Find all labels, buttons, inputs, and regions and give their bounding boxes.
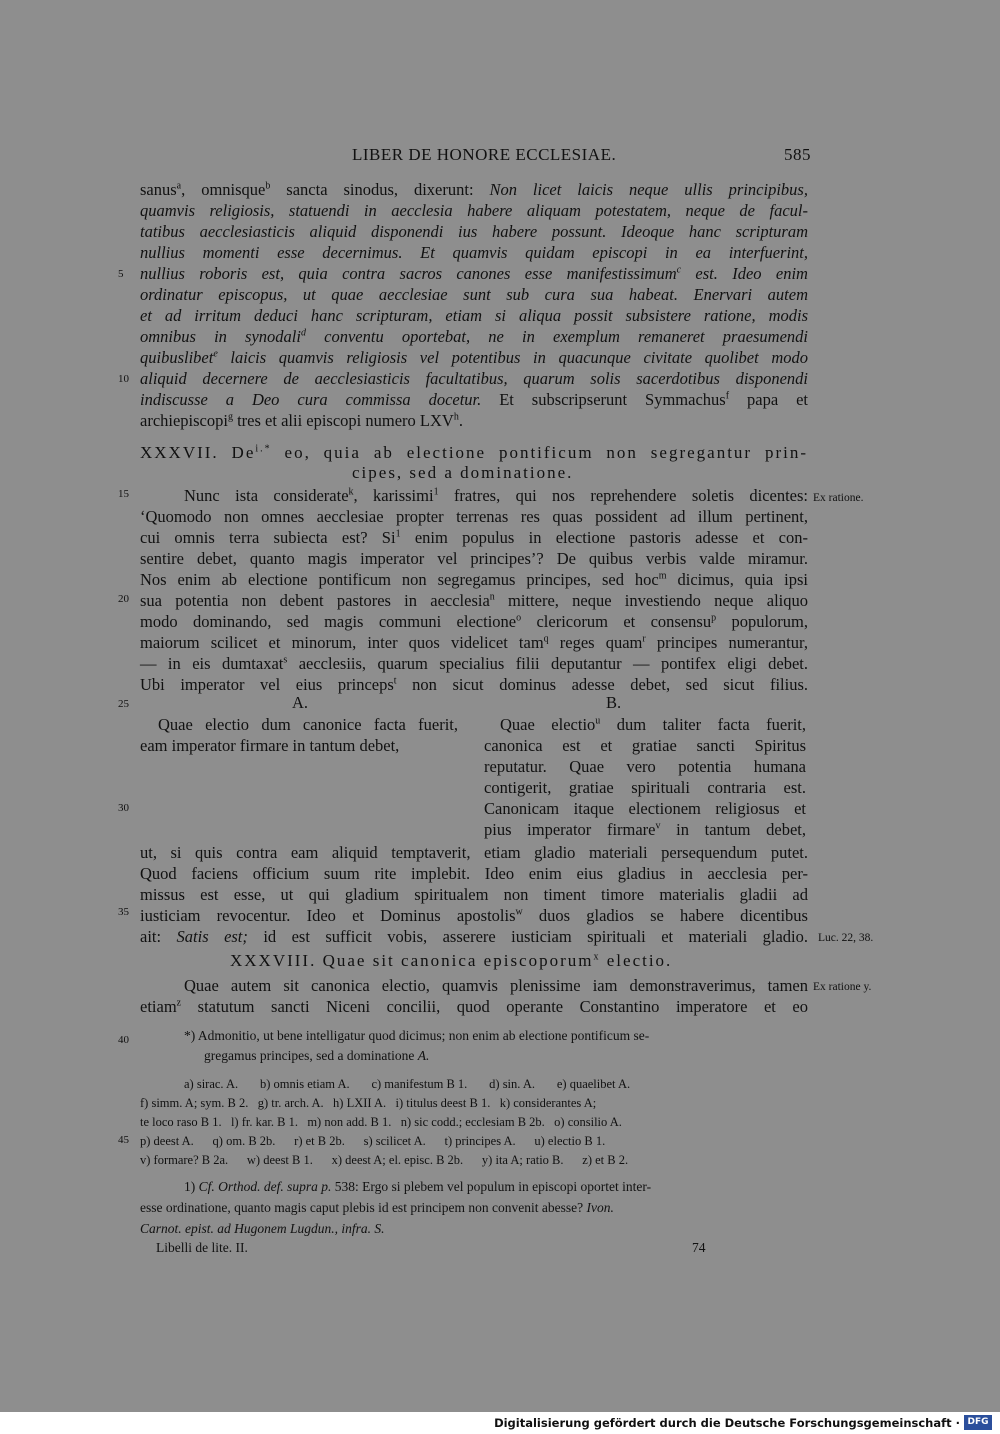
text-line: ait: Satis est; id est sufficit vobis, asserere iusticiam spirituali et materiali gladio.: [140, 927, 808, 946]
text-line: sua potentia non debent pastores in aecclesia$^n$ mittere, neque investiendo neque aliquo: [140, 591, 808, 610]
text-line: ut, si quis contra eam aliquid temptaverit, etiam gladio materiali persequendum putet.: [140, 843, 808, 862]
signature-left: Libelli de lite. II.: [156, 1240, 248, 1255]
text-line: et ad irritum deduci hanc scripturam, etiam si aliqua possit subsistere ratione, modis: [140, 306, 808, 325]
margin-note: Ex ratione.: [813, 492, 864, 504]
text-line: Nos enim ab electione pontificum non segregamus principes, sed hoc$^m$ dicimus, quia ipsi: [140, 570, 809, 589]
text-line: maiorum scilicet et minorum, inter quos videlicet tam$^q$ reges quam$^r$ principes numerantur,: [140, 633, 808, 652]
column-b-line: canonica est et gratiae sancti Spiritus: [484, 736, 806, 755]
text-line: cui omnis terra subiecta est? Si$^1$ enim populus in electione pastoris adesse et con-: [140, 528, 808, 547]
text-line: tatibus aecclesiasticis aliquid disponendi ius habere possunt. Ideoque hanc scripturam: [140, 222, 808, 241]
line-number: 45: [118, 1134, 129, 1146]
line-number: 15: [118, 488, 129, 500]
column-b-heading: B.: [606, 693, 622, 712]
text-line: missus est esse, ut qui gladium spiritualem non timent timore materialis gladii ad: [140, 885, 808, 904]
text-line: Quae autem sit canonica electio, quamvis plenissime iam demonstraverimus, tamen: [184, 976, 808, 995]
dfg-logo-icon: DFG: [964, 1415, 992, 1430]
margin-note: Ex ratione y.: [813, 981, 872, 993]
text-line: ordinatur episcopus, ut quae aecclesiae sunt sub cura sua habeat. Enervari autem: [140, 285, 808, 304]
column-b-line: Quae electio$^u$ dum taliter facta fuerit,: [500, 715, 807, 734]
text-line: nullius momenti esse decernimus. Et quamvis quidam episcopi in ea interfuerint,: [140, 243, 808, 262]
line-number: 20: [118, 593, 129, 605]
apparatus-line: v) formare? B 2a. w) deest B 1. x) deest A; el. episc. B 2b. y) ita A; ratio B. z) et B 2.: [140, 1153, 629, 1167]
apparatus-line: f) simm. A; sym. B 2. g) tr. arch. A. h) LXII A. i) titulus deest B 1. k) considerantes A;: [140, 1096, 597, 1110]
line-number: 40: [118, 1034, 129, 1046]
chapter-heading: XXXVIII. Quae sit canonica episcoporum$^x$ electio.: [230, 951, 673, 970]
footnote-line: 1) Cf. Orthod. def. supra p. 538: Ergo si plebem vel populum in episcopi oportet inter-: [184, 1179, 652, 1194]
line-number: 5: [118, 268, 124, 280]
column-b-line: Canonicam itaque electionem religiosus et: [484, 799, 806, 818]
page-number: 585: [784, 145, 811, 164]
text-line: indiscusse a Deo cura commissa docetur. Et subscripserunt Symmachus$^f$ papa et: [140, 390, 808, 409]
running-head: LIBER DE HONORE ECCLESIAE.: [352, 145, 617, 164]
text-line: — in eis dumtaxat$^s$ aecclesiis, quarum specialius filii deputantur — pontifex eligi debet.: [140, 654, 808, 673]
line-number: 35: [118, 906, 129, 918]
column-a-line: eam imperator firmare in tantum debet,: [140, 736, 400, 755]
apparatus-line: te loco raso B 1. l) fr. kar. B 1. m) non add. B 1. n) sic codd.; ecclesiam B 2b. o) consilio A.: [140, 1115, 622, 1129]
text-line: sanus$^a$, omnisque$^b$ sancta sinodus, dixerunt: Non licet laicis neque ullis principibus,: [140, 180, 808, 199]
line-number: 30: [118, 802, 129, 814]
footnote-line: Carnot. epist. ad Hugonem Lugdun., infra. S.: [140, 1221, 385, 1236]
column-a-heading: A.: [292, 693, 309, 712]
text-line: ‘Quomodo non omnes aecclesiae propter terrenas res quas possident ad illum pertinent,: [140, 507, 808, 526]
signature-number: 74: [692, 1240, 706, 1255]
column-b-line: pius imperator firmare$^v$ in tantum debet,: [484, 820, 806, 839]
text-line: sentire debet, quanto magis imperator vel principes’? De quibus verbis valde miramur.: [140, 549, 808, 568]
column-a-line: Quae electio dum canonice facta fuerit,: [158, 715, 458, 734]
text-line: iusticiam revocentur. Ideo et Dominus apostolis$^w$ duos gladios se habere dicentibus: [140, 906, 808, 925]
column-b-line: reputatur. Quae vero potentia humana: [484, 757, 806, 776]
text-line: omnibus in synodali$^d$ conventu oportebat, ne in exemplum remaneret praesumendi: [140, 327, 809, 346]
apparatus-line: p) deest A. q) om. B 2b. r) et B 2b. s) scilicet A. t) principes A. u) electio B 1.: [140, 1134, 606, 1148]
margin-note: Luc. 22, 38.: [818, 932, 874, 944]
footnote-line: gregamus principes, sed a dominatione A.: [204, 1048, 430, 1063]
text-line: quamvis religiosis, statuendi in aecclesia habere aliquam potestatem, neque de facul-: [140, 201, 808, 220]
text-line: aliquid decernere de aecclesiasticis facultatibus, quarum solis sacerdotibus disponendi: [140, 369, 808, 388]
footnote-line: esse ordinatione, quanto magis caput plebis id est principem non convenit abesse? Ivon.: [140, 1200, 614, 1215]
text-line: etiam$^z$ statutum sancti Niceni concilii, quod operante Constantino imperatore et eo: [140, 997, 808, 1016]
footer-credit: Digitalisierung gefördert durch die Deutsche Forschungsgemeinschaft ·: [494, 1416, 960, 1430]
line-number: 25: [118, 698, 129, 710]
text-line: Ubi imperator vel eius princeps$^t$ non sicut dominus adesse debet, sed sicut filius.: [140, 675, 808, 694]
text-line: Quod faciens officium suum rite implebit. Ideo enim eius gladius in aecclesia per-: [140, 864, 808, 883]
chapter-heading: cipes, sed a dominatione.: [352, 463, 574, 482]
text-line: archiepiscopi$^g$ tres et alii episcopi numero LXV$^h$.: [140, 411, 463, 430]
text-line: modo dominando, sed magis communi electione$^o$ clericorum et consensu$^p$ populorum,: [140, 612, 809, 631]
footnote-line: *) Admonitio, ut bene intelligatur quod dicimus; non enim ab electione pontificum se-: [184, 1028, 650, 1043]
chapter-heading: XXXVII. $De^{i.*}$ eo, quia ab electione pontificum non segregantur prin-: [140, 443, 808, 462]
text-line: nullius roboris est, quia contra sacros canones esse manifestissimum$^c$ est. Ideo enim: [140, 264, 808, 283]
text-line: Nunc ista considerate$^k$, karissimi$^1$ fratres, qui nos reprehendere soletis dicentes:: [184, 486, 809, 505]
apparatus-line: a) sirac. A. b) omnis etiam A. c) manifestum B 1. d) sin. A. e) quaelibet A.: [184, 1077, 631, 1091]
text-line: quibuslibet$^e$ laicis quamvis religiosis vel potentibus in quacunque civitate quolibet modo: [140, 348, 808, 367]
line-number: 10: [118, 373, 129, 385]
column-b-line: contigerit, gratiae spirituali contraria est.: [484, 778, 806, 797]
